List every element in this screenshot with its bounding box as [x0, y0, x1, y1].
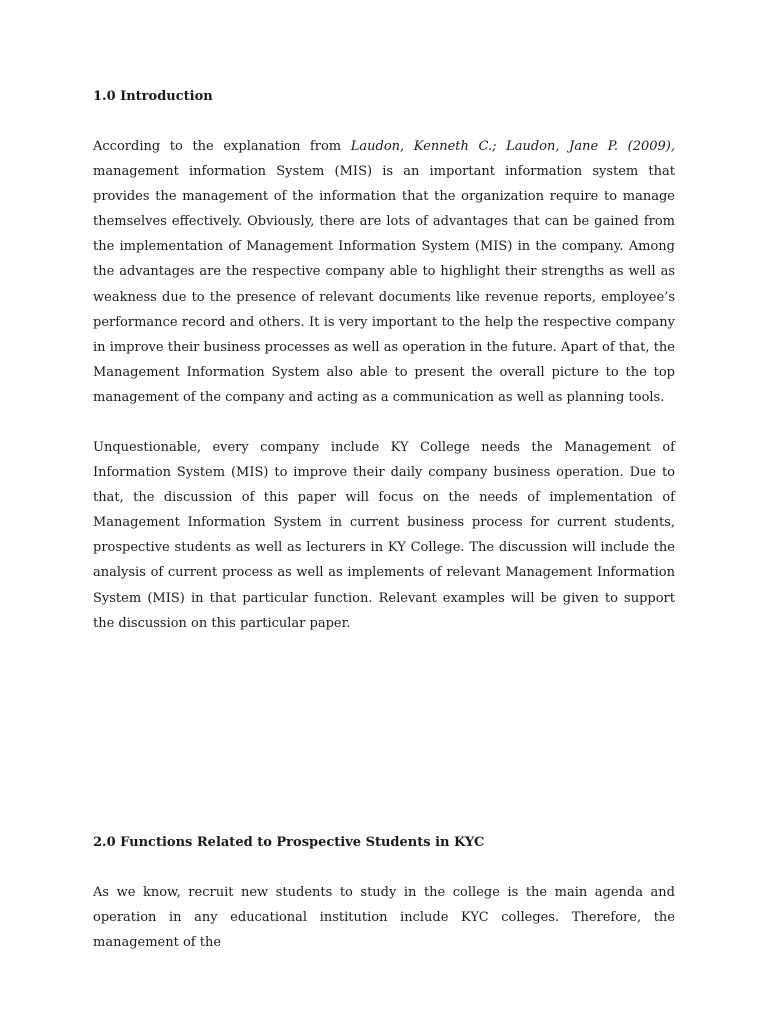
- section-heading-introduction: 1.0 Introduction: [93, 89, 213, 104]
- prospective-students-paragraph-1: As we know, recruit new students to study in the college is the main agenda and operation in any educational institution include KYC colleges. Therefore, the management of the: [93, 885, 675, 951]
- intro-paragraph-1-body: management information System (MIS) is an important information system that provides the management of the information that the organization require to manage themselves effectively. Obviously, there are lots of advantages that can be gained from the implementation of Management Information System (MIS) in the company. Among the advantages are the respective company able to highlight their strengths as well as weakness due to the presence of relevant documents like revenue reports, employee’s performance record and others. It is very important to the help the respective company in improve their business processes as well as operation in the future. Apart of that, the Management Information System also able to present the overall picture to the top management of the company and acting as a communication as well as planning tools.: [93, 164, 675, 405]
- intro-paragraph-2: Unquestionable, every company include KY College needs the Management of Information System (MIS) to improve their daily company business operation. Due to that, the discussion of this paper will focus on the needs of implementation of Management Information System in current business process for current students, prospective students as well as lecturers in KY College. The discussion will include the analysis of current process as well as implements of relevant Management Information System (MIS) in that particular function. Relevant examples will be given to support the discussion on this particular paper.: [93, 440, 675, 631]
- citation-laudon: Laudon, Kenneth C.; Laudon, Jane P. (2009),: [350, 139, 675, 154]
- intro-paragraph-1-lead: According to the explanation from: [93, 139, 351, 154]
- intro-paragraph-1: [93, 134, 675, 410]
- section-heading-prospective-students: 2.0 Functions Related to Prospective Students in KYC: [93, 835, 485, 850]
